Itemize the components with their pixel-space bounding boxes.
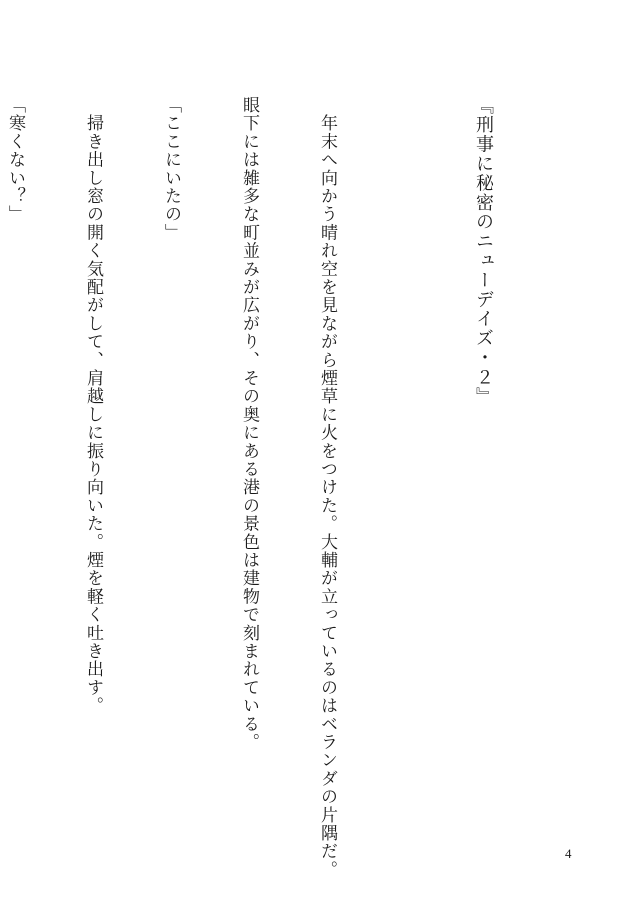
title-spacer <box>392 96 418 816</box>
text-line: 眼下には雑多な町並みが広がり、その奥にある港の景色は建物で刻まれている。 <box>239 96 259 752</box>
page-number: 4 <box>565 846 572 861</box>
text-line: 掃き出し窓の開く気配がして、肩越しに振り向いた。煙を軽く吐き出す。 <box>83 96 103 715</box>
text-line: 年末へ向かう晴れ空を見ながら煙草に火をつけた。大輔が立っているのはベランダの片隅だ。 <box>317 96 337 879</box>
text-line: 「寒くない？」 <box>5 96 25 224</box>
story-title: 『刑事に秘密のニューデイズ・２』 <box>473 96 494 407</box>
text-line: 「ここにいたの」 <box>161 96 181 242</box>
vertical-text-block <box>5 96 548 879</box>
